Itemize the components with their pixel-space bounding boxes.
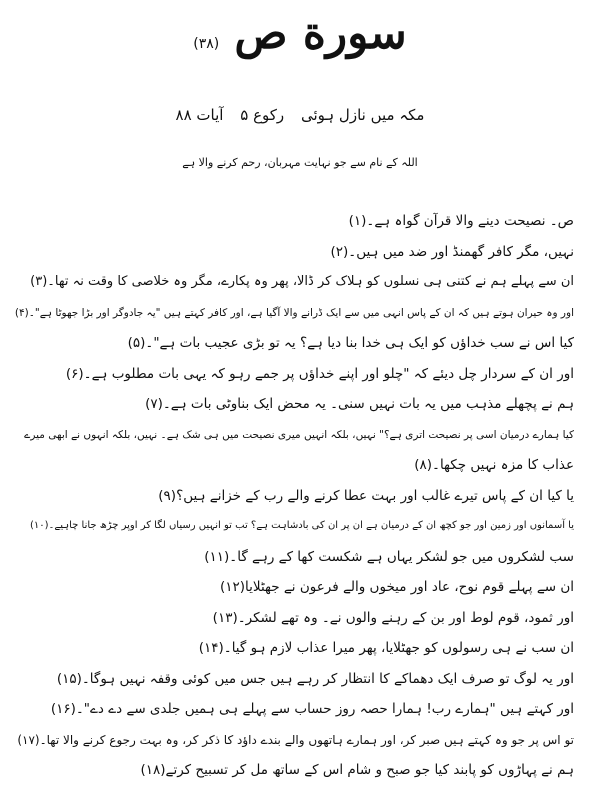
revelation-place: مکہ میں نازل ہوئی <box>300 106 425 124</box>
verse-line: تو اس پر جو وہ کہتے ہیں صبر کر، اور ہمارے ہاتھوں والے بندے داؤد کا ذکر کر، وہ بہت رجوع کرنے والا تھا۔(۱۷) <box>17 732 574 747</box>
verse-line: اور وہ حیران ہوتے ہیں کہ ان کے پاس انہی میں سے ایک ڈرانے والا آگیا ہے، اور کافر کہتے ہیں "یہ جادوگر اور بڑا جھوٹا ہے"۔(۴) <box>14 306 574 319</box>
verse-line: اور کہتے ہیں "ہمارے رب! ہمارا حصہ روز حساب سے پہلے ہی ہمیں جلدی سے دے دے"۔(۱۶) <box>50 701 574 717</box>
verse-line: یا آسمانوں اور زمین اور جو کچھ ان کے درمیان ہے ان پر ان کی بادشاہت ہے؟ تب تو انہیں رسیاں لگا کر اوپر چڑھ جانا چاہیے۔(۱۰) <box>29 520 574 531</box>
ayat-count: آیات ۸۸ <box>175 106 224 124</box>
verse-line: ان سے پہلے ہم نے کتنی ہی نسلوں کو ہلاک کر ڈالا، پھر وہ پکارے، مگر وہ خلاصی کا وقت نہ تھا۔(۳) <box>30 274 574 289</box>
verse-line: ہم نے پچھلے مذہب میں یہ بات نہیں سنی۔ یہ محض ایک بناوٹی بات ہے۔(۷) <box>145 396 574 412</box>
verse-line: نہیں، مگر کافر گھمنڈ اور ضد میں ہیں۔(۲) <box>330 243 574 260</box>
surah-number: (۳۸) <box>193 35 220 52</box>
verse-line: ان سب نے ہی رسولوں کو جھٹلایا، پھر میرا عذاب لازم ہو گیا۔(۱۴) <box>198 640 574 656</box>
verse-line: عذاب کا مزہ نہیں چکھا۔(۸) <box>414 457 574 473</box>
verse-line: اور ان کے سردار چل دیئے کہ "چلو اور اپنے خداؤں پر جمے رہو کہ یہی بات مطلوب ہے۔(۶) <box>65 365 574 382</box>
verse-line: سب لشکروں میں جو لشکر یہاں ہے شکست کھا کے رہے گا۔(۱۱) <box>204 548 574 565</box>
verse-line: کیا اس نے سب خداؤں کو ایک ہی خدا بنا دیا ہے؟ یہ تو بڑی عجیب بات ہے"۔(۵) <box>127 335 574 351</box>
surah-name: سورة ص <box>234 8 407 59</box>
verse-list <box>14 206 574 786</box>
surah-meta <box>0 106 600 124</box>
verse-line: اور ثمود، قوم لوط اور بن کے رہنے والوں نے۔ وہ تھے لشکر۔(۱۳) <box>212 609 574 626</box>
verse-line: اور یہ لوگ تو صرف ایک دھماکے کا انتظار کر رہے ہیں جس میں کوئی وقفہ نہیں ہوگا۔(۱۵) <box>56 670 574 687</box>
verse-line: ان سے پہلے قوم نوح، عاد اور میخوں والے فرعون نے جھٹلایا(۱۲) <box>219 579 574 595</box>
verse-line: ہم نے پہاڑوں کو پابند کیا جو صبح و شام اس کے ساتھ مل کر تسبیح کرتے(۱۸) <box>140 762 574 778</box>
verse-line: کیا ہمارے درمیان اسی پر نصیحت اتری ہے؟" نہیں، بلکہ انہیں میری نصیحت میں ہی شک ہے۔ نہیں، بلکہ انہوں نے ابھی میرے <box>24 428 574 441</box>
verse-line: ص۔ نصیحت دینے والا قرآن گواہ ہے۔(۱) <box>348 213 574 229</box>
verse-line: یا کیا ان کے پاس تیرے غالب اور بہت عطا کرنے والے رب کے خزانے ہیں؟(۹) <box>158 487 574 504</box>
bismillah: اللہ کے نام سے جو نہایت مہربان، رحم کرنے والا ہے <box>182 156 418 169</box>
surah-title <box>0 8 600 59</box>
ruku-count: رکوع ۵ <box>240 106 285 124</box>
